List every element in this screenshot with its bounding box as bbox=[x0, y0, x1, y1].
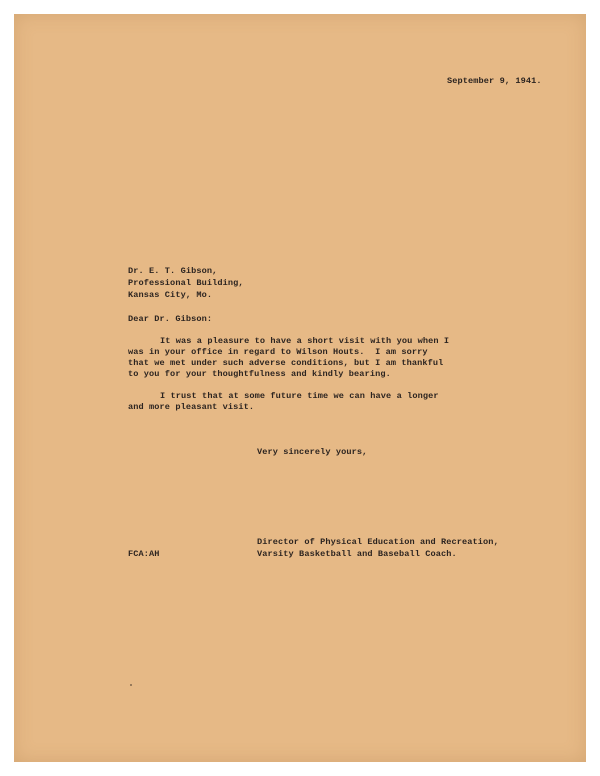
letter-date: September 9, 1941. bbox=[447, 76, 542, 86]
recipient-city: Kansas City, Mo. bbox=[128, 290, 213, 300]
paragraph2-line2: and more pleasant visit. bbox=[128, 402, 255, 412]
signature-title-line1: Director of Physical Education and Recreation, bbox=[257, 537, 499, 547]
closing: Very sincerely yours, bbox=[257, 447, 368, 457]
salutation: Dear Dr. Gibson: bbox=[128, 314, 213, 324]
paragraph2-line1: I trust that at some future time we can have a longer bbox=[160, 391, 439, 401]
letter-sheet bbox=[14, 14, 586, 762]
paper-speck bbox=[130, 684, 132, 686]
typist-initials: FCA:AH bbox=[128, 549, 160, 559]
recipient-name: Dr. E. T. Gibson, bbox=[128, 266, 218, 276]
paragraph1-line3: that we met under such adverse conditions, but I am thankful bbox=[128, 358, 444, 368]
recipient-building: Professional Building, bbox=[128, 278, 244, 288]
paragraph1-line1: It was a pleasure to have a short visit with you when I bbox=[160, 336, 450, 346]
paragraph1-line2: was in your office in regard to Wilson Houts. I am sorry bbox=[128, 347, 428, 357]
paragraph1-line4: to you for your thoughtfulness and kindly bearing. bbox=[128, 369, 391, 379]
signature-title-line2: Varsity Basketball and Baseball Coach. bbox=[257, 549, 457, 559]
